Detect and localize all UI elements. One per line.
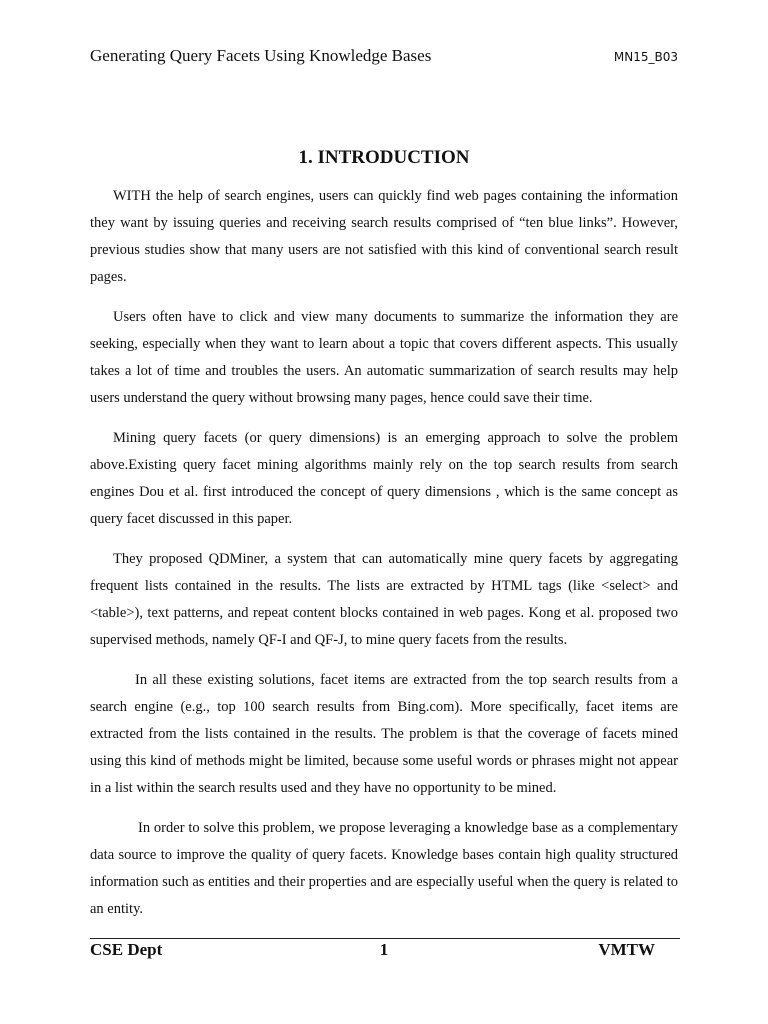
paragraph: Users often have to click and view many documents to summarize the information they are seeking, especially when they want to learn about a topic that covers different aspects. This usually takes a lot of time and troubles the users. An automatic summarization of search results may help users understand the query without browsing many pages, hence could save their time. bbox=[90, 309, 678, 406]
footer-institution: VMTW bbox=[598, 940, 655, 959]
paragraph: Mining query facets (or query dimensions) is an emerging approach to solve the problem above.Existing query facet mining algorithms mainly rely on the top search results from search engines Dou et al. first introduced the concept of query dimensions , which is the same concept as query facet discussed in this paper. bbox=[90, 430, 678, 527]
footer-page-number: 1 bbox=[379, 940, 389, 959]
paragraph: They proposed QDMiner, a system that can automatically mine query facets by aggregating frequent lists contained in the results. The lists are extracted by HTML tags (like <select> and <table>), text patterns, and repeat content blocks contained in web pages. Kong et al. proposed two supervised methods, namely QF-I and QF-J, to mine query facets from the results. bbox=[90, 551, 678, 648]
section-heading: 1. INTRODUCTION bbox=[298, 147, 470, 168]
body-text bbox=[90, 183, 678, 936]
footer-department: CSE Dept bbox=[90, 940, 163, 959]
running-header-title: Generating Query Facets Using Knowledge Bases bbox=[90, 46, 432, 65]
running-header-code: MN15_B03 bbox=[613, 50, 678, 64]
footer-divider bbox=[90, 938, 680, 939]
paragraph: In all these existing solutions, facet items are extracted from the top search results from a search engine (e.g., top 100 search results from Bing.com). More specifically, facet items are extracted from the lists contained in the results. The problem is that the coverage of facets mined using this kind of methods might be limited, because some useful words or phrases might not appear in a list within the search results used and they have no opportunity to be mined. bbox=[90, 672, 678, 796]
paragraph: In order to solve this problem, we propose leveraging a knowledge base as a complementary data source to improve the quality of query facets. Knowledge bases contain high quality structured information such as entities and their properties and are especially useful when the query is related to an entity. bbox=[90, 820, 678, 917]
paragraph: WITH the help of search engines, users can quickly find web pages containing the information they want by issuing queries and receiving search results comprised of “ten blue links”. However, previous studies show that many users are not satisfied with this kind of conventional search result pages. bbox=[90, 188, 678, 285]
